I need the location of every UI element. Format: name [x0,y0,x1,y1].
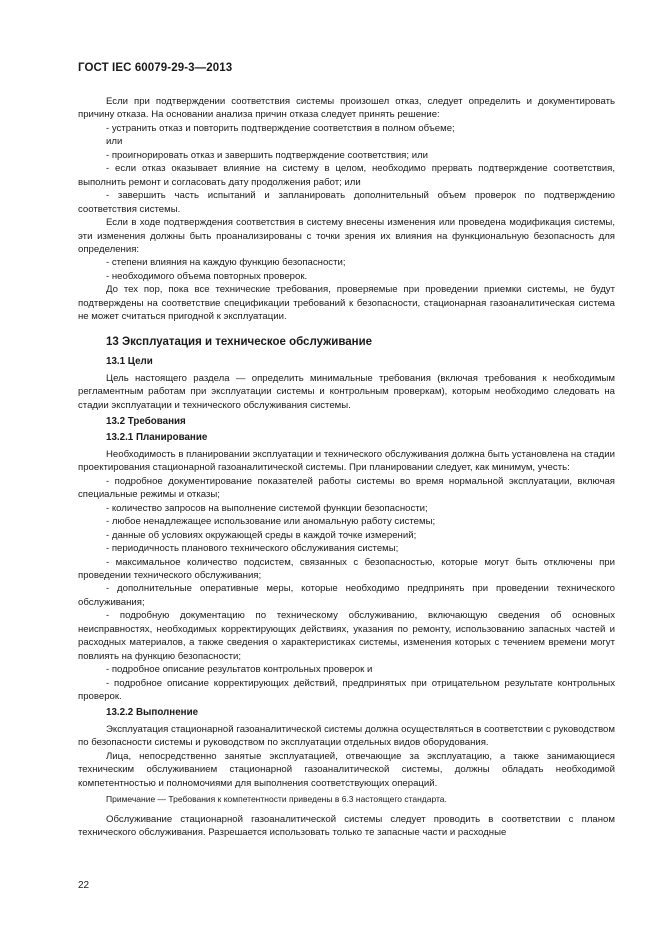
section-heading: 13 Эксплуатация и техническое обслуживание [106,335,373,348]
paragraph: - степени влияния на каждую функцию безопасности; [106,257,346,269]
paragraph: - проигнорировать отказ и завершить подтверждение соответствия; или [106,149,429,161]
paragraph: Обслуживание стационарной газоаналитической системы следует проводить в соответствии с планом технического обслуживания. Разрешается использовать только те запасные части и расходные [78,813,615,839]
paragraph: - подробное описание результатов контрольных проверок и [106,664,373,676]
section-heading: 13.2.1 Планирование [106,432,208,444]
paragraph: - количество запросов на выполнение системой функции безопасности; [106,502,428,514]
paragraph: - подробное описание корректирующих действий, предпринятых при отрицательном результате контрольных проверок. [78,677,615,703]
document-body [78,95,615,840]
paragraph: - необходимого объема повторных проверок. [106,270,308,282]
paragraph: - дополнительные оперативные меры, которые необходимо предпринять при проведении технического обслуживания; [78,583,615,608]
paragraph: Цель настоящего раздела — определить минимальные требования (включая требования к необходимым регламентным работам при эксплуатации системы и контрольным проверкам), которым необходимо следовать на стадии эксплуатации и технического обслуживания системы. [78,372,615,411]
paragraph: - подробную документацию по техническому обслуживанию, включающую сведения об основных неисправностях, необходимых корректирующих действиях, указания по ремонту, использованию запасных частей и расходных материалов, а также сведения о характеристиках системы, изменения которых с течением времени могут повлиять на функцию безопасности; [78,610,615,662]
paragraph: - любое ненадлежащее использование или аномальную работу системы; [106,516,436,528]
paragraph: Необходимость в планировании эксплуатации и технического обслуживания должна быть установлена на стадии проектирования стационарной газоаналитической системы. При планировании следует, как минимум, учесть: [78,448,615,474]
paragraph: - устранить отказ и повторить подтверждение соответствия в полном объеме; [106,122,455,134]
paragraph: - завершить часть испытаний и запланировать дополнительный объем проверок по подтверждению соответствия системы. [78,190,615,215]
paragraph: - периодичность планового технического обслуживания системы; [106,543,399,555]
paragraph: До тех пор, пока все технические требования, проверяемые при проведении приемки системы, не будут подтверждены на соответствие спецификации требований к безопасности, стационарная газоаналитическая система не может считаться пригодной к эксплуатации. [78,284,615,323]
paragraph: - данные об условиях окружающей среды в каждой точке измерений; [106,529,417,541]
section-heading: 13.2.2 Выполнение [106,707,199,719]
paragraph: или [106,136,123,148]
page-number: 22 [78,880,90,891]
document-header: ГОСТ IEC 60079-29-3—2013 [78,62,233,74]
section-heading: 13.1 Цели [106,356,153,368]
section-heading: 13.2 Требования [106,415,186,427]
paragraph: Лица, непосредственно занятые эксплуатацией, отвечающие за эксплуатацию, а также занимающиеся техническим обслуживанием стационарной газоаналитической системы, должны обладать необходимой компетентностью и полномочиями для выполнения соответствующих операций. [78,750,615,789]
paragraph: Если в ходе подтверждения соответствия в систему внесены изменения или проведена модификация системы, эти изменения должны быть проанализированы с точки зрения их влияния на функциональную безопасность для определения: [78,217,615,255]
paragraph: Эксплуатация стационарной газоаналитической системы должна осуществляться в соответствии с руководством по безопасности системы и руководством по эксплуатации отдельных видов оборудования. [78,723,615,749]
paragraph: - если отказ оказывает влияние на систему в целом, необходимо прервать подтверждение соответствия, выполнить ремонт и согласовать дату продолжения работ; или [78,163,615,188]
paragraph: Если при подтверждении соответствия системы произошел отказ, следует определить и документировать причину отказа. На основании анализа причин отказа следует принять решение: [78,96,615,121]
paragraph: - максимальное количество подсистем, связанных с безопасностью, которые могут быть отключены при проведении технического обслуживания; [78,556,615,581]
note: Примечание — Требования к компетентности приведены в 6.3 настоящего стандарта. [106,794,447,805]
paragraph: - подробное документирование показателей работы системы во время нормальной эксплуатации, включая специальные режимы и отказы; [78,475,615,501]
